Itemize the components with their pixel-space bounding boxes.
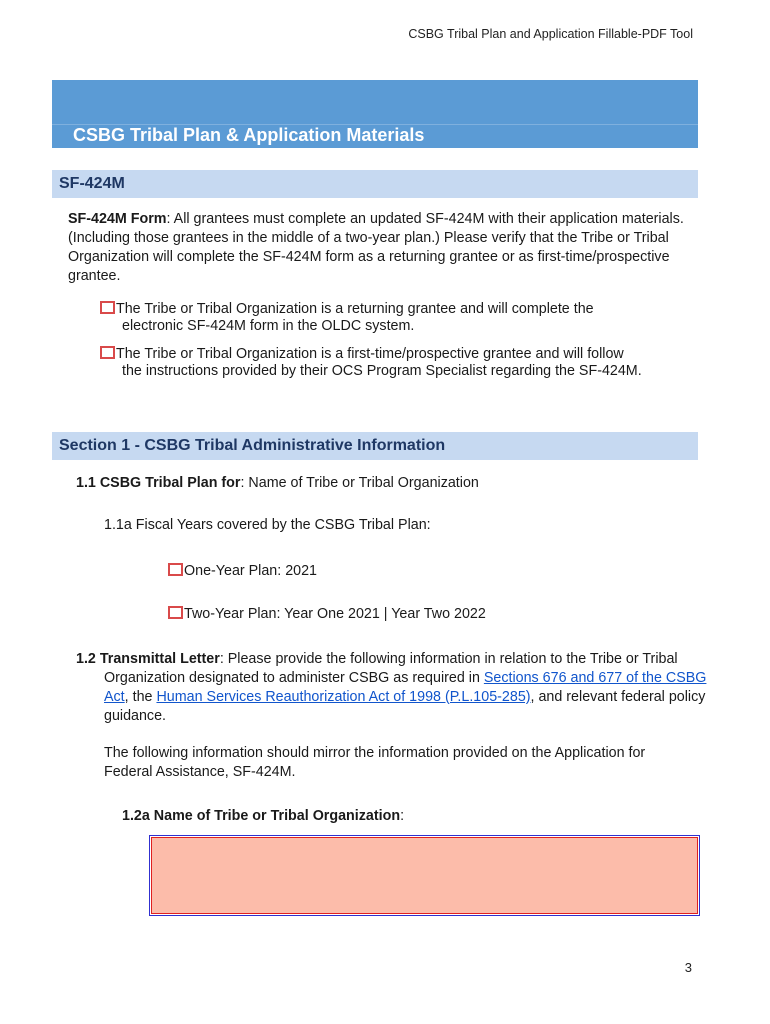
option-two-year-label: Two-Year Plan: Year One 2021 | Year Two 2022 (184, 606, 486, 622)
item-1-2 (76, 650, 724, 726)
link-human-services-act[interactable]: Human Services Reauthorization Act of 1998 (P.L.105-285) (156, 689, 531, 705)
sf424m-intro-bold: SF-424M Form (68, 211, 167, 227)
item-1-2-mirror: The following information should mirror the information provided on the Application for Federal Assistance, SF-424M. (104, 745, 646, 780)
item-1-1-bold: 1.1 CSBG Tribal Plan for (76, 475, 241, 491)
option-two-year-plan[interactable] (168, 606, 486, 623)
section-bar-sf424m (52, 170, 698, 198)
checkbox-two-year-plan[interactable] (168, 606, 183, 619)
link-csbg-act-sections[interactable]: Sections 676 and 677 of the CSBG Act (104, 670, 707, 705)
item-1-1 (76, 474, 696, 493)
item-1-2-text-b: , the (124, 689, 157, 705)
option-one-year-label: One-Year Plan: 2021 (184, 563, 318, 579)
option-first-line1: The Tribe or Tribal Organization is a first-time/prospective grantee and will follow (116, 346, 624, 362)
item-1-2-bold: 1.2 Transmittal Letter (76, 651, 220, 667)
option-returning-grantee[interactable] (100, 301, 700, 335)
tribe-name-field[interactable] (151, 837, 698, 914)
sf424m-intro-text: : All grantees must complete an updated SF-424M with their application materials. (Including those grantees in the middle of a two-year plan.) Please verify that the Tribe or Tribal Organization will complete the SF-424M form as a returning grantee or as first-time/prospective grantee. (68, 211, 684, 284)
checkbox-one-year-plan[interactable] (168, 563, 183, 576)
option-one-year-plan[interactable] (168, 563, 317, 580)
option-returning-line1: The Tribe or Tribal Organization is a returning grantee and will complete the (116, 301, 594, 317)
checkbox-first-time-grantee[interactable] (100, 346, 115, 359)
item-1-2a-colon: : (400, 808, 405, 824)
page-number: 3 (684, 960, 692, 975)
title-banner (52, 80, 698, 148)
option-first-time-grantee[interactable] (100, 346, 700, 380)
section-heading-section1: Section 1 - CSBG Tribal Administrative Information (59, 437, 446, 454)
option-returning-line2: electronic SF-424M form in the OLDC system. (122, 318, 415, 334)
item-1-2a-bold: 1.2a Name of Tribe or Tribal Organization (122, 808, 401, 824)
section-bar-section1 (52, 432, 698, 460)
item-1-2-text-c: , and relevant federal policy guidance. (104, 689, 706, 724)
sf424m-intro (68, 210, 698, 286)
page-title: CSBG Tribal Plan & Application Materials (73, 125, 425, 145)
option-first-line2: the instructions provided by their OCS Program Specialist regarding the SF-424M. (122, 363, 642, 379)
running-header: CSBG Tribal Plan and Application Fillable-PDF Tool (408, 27, 693, 41)
section-heading-sf424m: SF-424M (59, 175, 125, 192)
checkbox-returning-grantee[interactable] (100, 301, 115, 314)
item-1-1-text: : Name of Tribe or Tribal Organization (240, 475, 479, 491)
item-1-2-text-a: : Please provide the following information in relation to the Tribe or Tribal Organization designated to administer CSBG as required in (104, 651, 678, 686)
item-1-2a (122, 807, 682, 826)
item-1-1a: 1.1a Fiscal Years covered by the CSBG Tribal Plan: (104, 517, 431, 533)
